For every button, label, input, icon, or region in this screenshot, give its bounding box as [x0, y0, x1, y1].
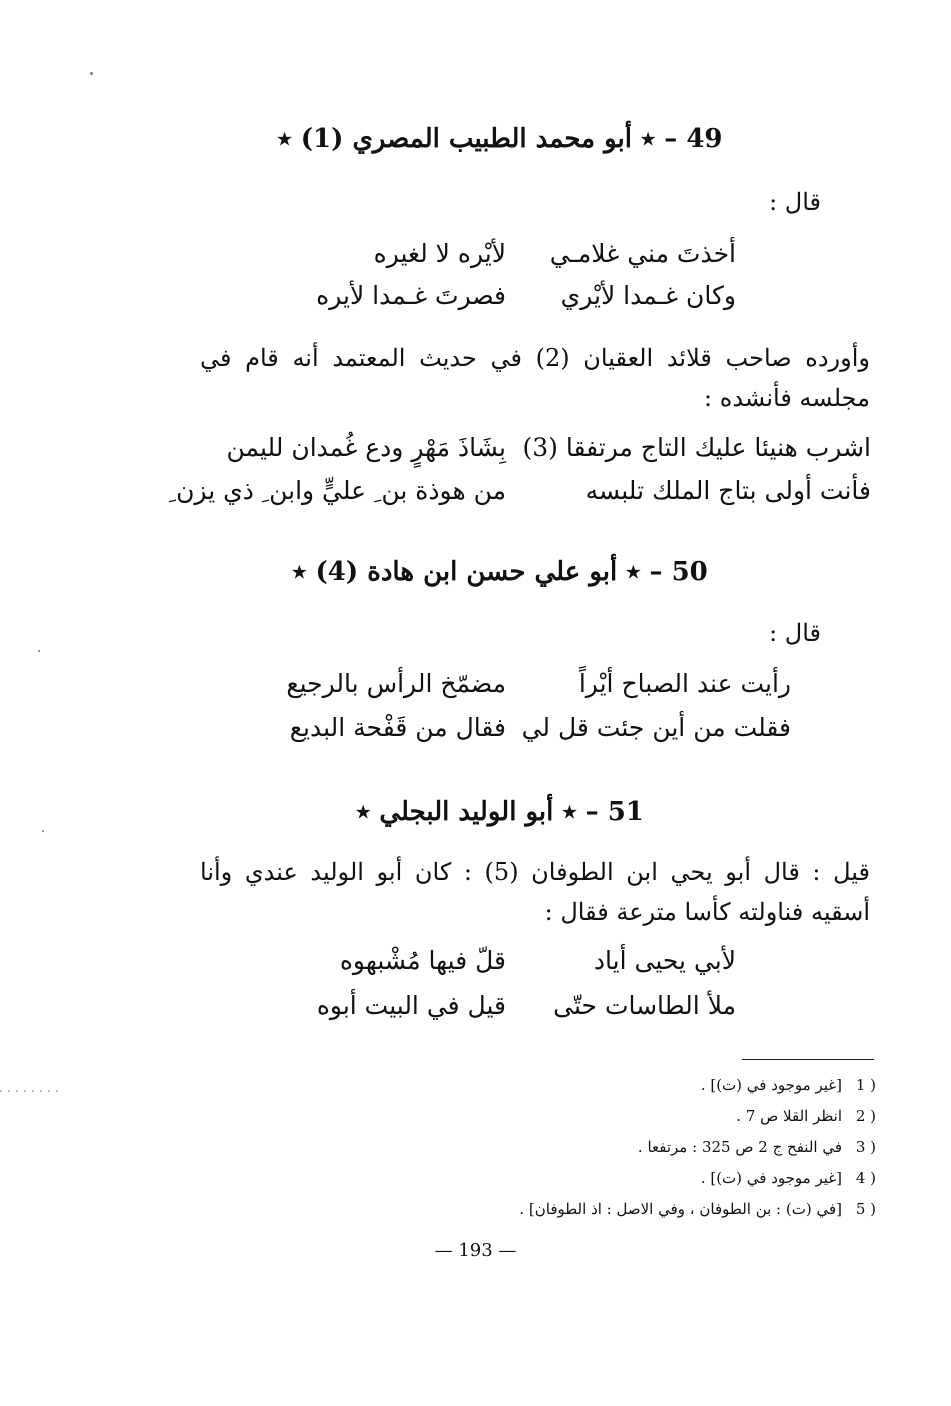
- footnote-text: [غير موجود في (ت)] .: [700, 1169, 842, 1187]
- footnote-text: [غير موجود في (ت)] .: [700, 1076, 842, 1094]
- verse-second-hemistich: من هوذة بن ِ عليٍّ وابن ِ ذي يزن ِ: [168, 476, 506, 505]
- verse-first-hemistich: اشرب هنيئا عليك التاج مرتفقا (3): [522, 433, 871, 462]
- footnote-number: 5 ): [855, 1200, 876, 1218]
- footnote-item: [356, 1163, 876, 1194]
- scan-speck: [90, 72, 93, 75]
- verse-second-hemistich: لأيْره لا لغيره: [373, 239, 506, 268]
- footnote-number: 2 ): [855, 1107, 876, 1125]
- verse-first-hemistich: رأيت عند الصباح أيْراً: [578, 669, 791, 698]
- intro-text: قال :: [769, 188, 821, 216]
- verse-second-hemistich: قيل في البيت أبوه: [316, 991, 506, 1020]
- verse-second-hemistich: فصرتَ غـمدا لأيره: [316, 281, 506, 310]
- entry-heading-49: 49 – ٭ أبو محمد الطبيب المصري (1) ٭: [277, 124, 723, 154]
- footnote-text: [في (ت) : بن الطوفان ، وفي الاصل : اذ الطوفان] .: [519, 1200, 842, 1218]
- footnote-number: 4 ): [855, 1169, 876, 1187]
- footnote-item: [356, 1132, 876, 1163]
- footnote-text: في النفح ج 2 ص 325 : مرتفعا .: [637, 1138, 842, 1156]
- footnote-item: [356, 1101, 876, 1132]
- verse-second-hemistich: فقال من قَفْحة البديع: [289, 713, 506, 742]
- footnote-text: انظر القلا ص 7 .: [736, 1107, 842, 1125]
- verse-first-hemistich: أخذتَ مني غلامـي: [549, 239, 736, 268]
- entry-heading-51: 51 – ٭ أبو الوليد البجلي ٭: [356, 797, 644, 827]
- footnote-item: [356, 1194, 876, 1225]
- scan-dots: [0, 1090, 60, 1092]
- entry-heading-50: 50 – ٭ أبو علي حسن ابن هادة (4) ٭: [292, 557, 708, 587]
- verse-first-hemistich: فقلت من أين جئت قل لي: [521, 713, 791, 742]
- prose-paragraph: وأورده صاحب قلائد العقيان (2) في حديث المعتمد أنه قام في مجلسه فأنشده :: [200, 344, 870, 412]
- prose-paragraph: قيل : قال أبو يحي ابن الطوفان (5) : كان أبو الوليد عندي وأنا أسقيه فناولته كأسا مترعة فقال :: [200, 858, 871, 926]
- verse-first-hemistich: وكان غـمدا لأيْري: [560, 281, 736, 310]
- verse-second-hemistich: قلّ فيها مُشْبهوه: [339, 946, 506, 975]
- verse-first-hemistich: ملأ الطاسات حتّى: [553, 991, 736, 1020]
- verse-second-hemistich: مضمّخ الرأس بالرجيع: [286, 669, 506, 698]
- verse-first-hemistich: فأنت أولى بتاج الملك تلبسه: [585, 476, 871, 505]
- scan-speck: [38, 650, 40, 652]
- intro-text: قال :: [769, 619, 821, 647]
- footnote-item: [356, 1070, 876, 1101]
- verse-second-hemistich: بِشَاذَ مَهْرٍ ودع غُمدان لليمن: [226, 433, 506, 462]
- footnotes: [356, 1070, 876, 1225]
- page-number: — 193 —: [434, 1240, 517, 1261]
- footnote-number: 3 ): [855, 1138, 876, 1156]
- footnote-rule: [742, 1059, 874, 1060]
- verse-first-hemistich: لأبي يحيى أياد: [593, 946, 736, 975]
- scan-speck: [42, 830, 44, 832]
- footnote-number: 1 ): [855, 1076, 876, 1094]
